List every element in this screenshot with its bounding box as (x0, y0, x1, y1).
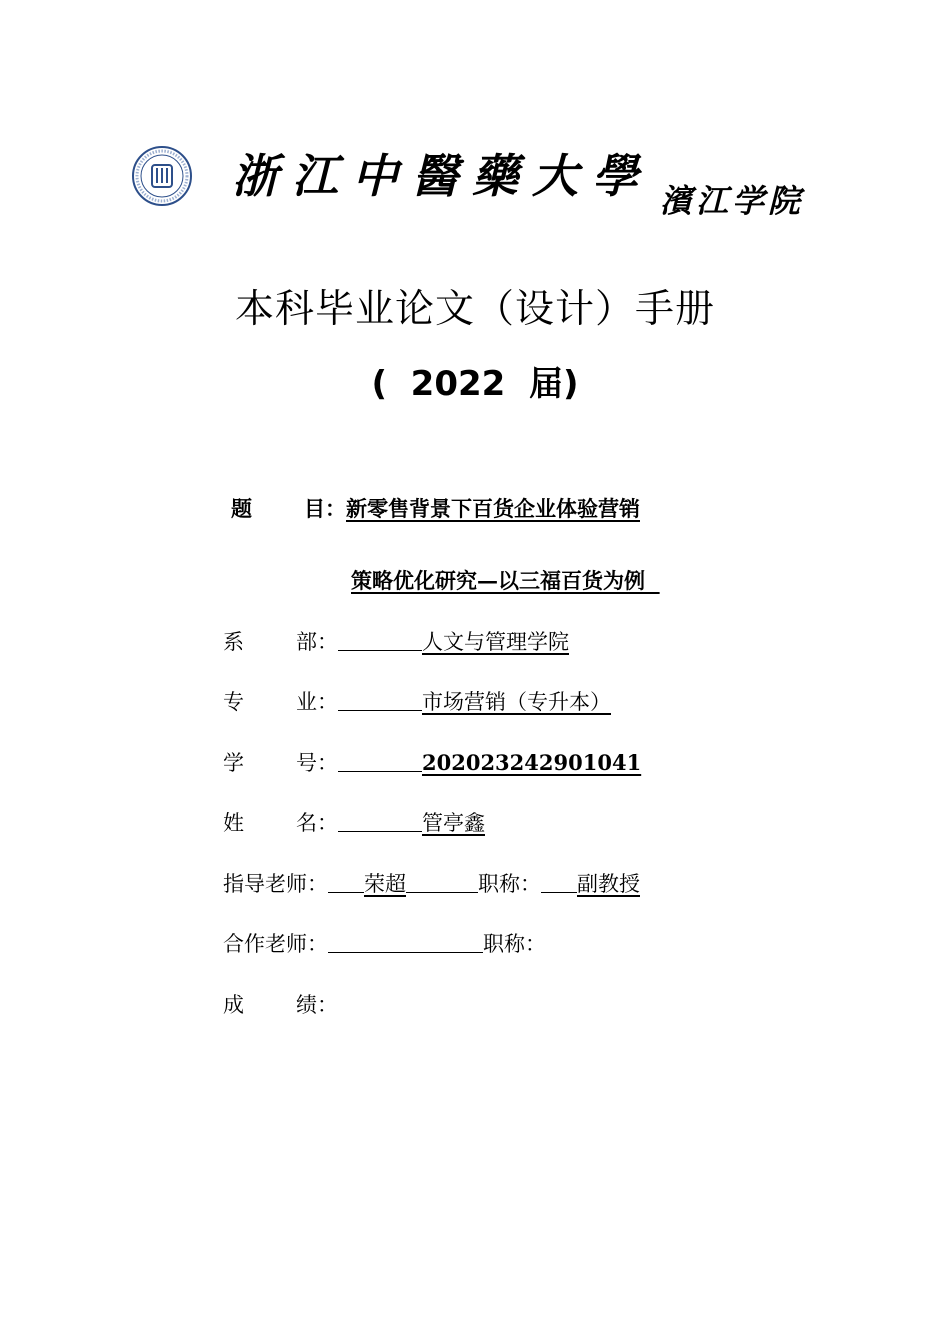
name-label-b: 名： (296, 811, 338, 835)
college-name: 濱江学院 (660, 182, 805, 220)
major-label-b: 业： (296, 690, 338, 714)
grade-row (223, 990, 338, 1020)
topic-label-b: 目： (304, 496, 346, 521)
advisor-value: 荣超 (364, 872, 406, 896)
department-label-b: 部： (296, 630, 338, 654)
graduation-year: ( 2022 届) (371, 364, 579, 404)
name-row (223, 808, 485, 838)
manual-title: 本科毕业论文（设计）手册 (234, 287, 715, 332)
university-name: 浙江中醫藥大學 (232, 149, 652, 203)
name-value: 管亭鑫 (422, 811, 485, 835)
advisor-label: 指导老师： (223, 872, 328, 896)
topic-row-2 (351, 566, 660, 596)
topic-label-a: 题 (231, 496, 252, 521)
name-label-a: 姓 (223, 811, 244, 835)
student-id-row (223, 748, 641, 778)
advisor-title-label: 职称： (478, 872, 541, 896)
grade-label-b: 绩： (296, 993, 338, 1017)
major-row (223, 687, 611, 717)
student-id-label-a: 学 (223, 751, 244, 775)
department-row (223, 627, 569, 657)
student-id-value: 202023242901041 (422, 750, 642, 775)
major-label-a: 专 (223, 690, 244, 714)
co-advisor-value (328, 930, 483, 953)
department-value: 人文与管理学院 (422, 630, 569, 654)
topic-line-2: 策略优化研究—以三福百货为例 (351, 568, 645, 593)
advisor-title-value: 副教授 (577, 872, 640, 896)
university-logo (131, 145, 193, 207)
grade-label-a: 成 (223, 993, 244, 1017)
department-label-a: 系 (223, 630, 244, 654)
advisor-row (223, 869, 640, 899)
topic-line-1: 新零售背景下百货企业体验营销 (346, 496, 640, 521)
major-value: 市场营销（专升本） (422, 690, 611, 714)
co-advisor-row (223, 929, 546, 959)
co-advisor-title-label: 职称： (483, 932, 546, 956)
topic-row (231, 494, 640, 524)
student-id-label-b: 号： (296, 751, 338, 775)
co-advisor-label: 合作老师： (223, 932, 328, 956)
